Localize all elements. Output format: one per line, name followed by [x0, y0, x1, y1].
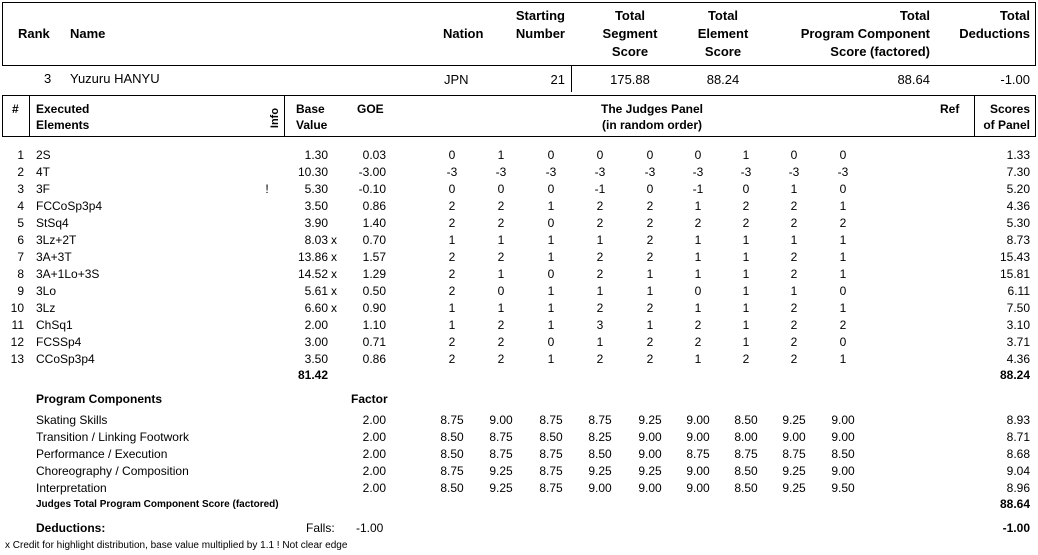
element-goe: 1.29	[362, 267, 386, 281]
skater-row-divider	[571, 66, 572, 92]
element-name: FCSSp4	[36, 335, 82, 349]
component-name: Skating Skills	[36, 413, 108, 427]
element-judge-score: 2	[448, 267, 456, 281]
element-judge-score: 2	[497, 352, 505, 366]
skater-nation: JPN	[444, 72, 469, 87]
element-judge-score: -3	[837, 165, 849, 179]
element-judge-score: 1	[547, 199, 555, 213]
component-judge-score: 8.50	[539, 430, 563, 444]
element-judge-score: 1	[547, 284, 555, 298]
element-x-marker: x	[331, 233, 337, 247]
component-judge-score: 8.50	[734, 464, 758, 478]
component-judge-score: 9.25	[489, 481, 513, 495]
element-judge-score: 1	[694, 301, 702, 315]
element-judge-score: 1	[790, 233, 798, 247]
element-judge-score: 1	[839, 233, 847, 247]
element-panel-score: 7.50	[1006, 301, 1030, 315]
element-name: 3F	[36, 182, 51, 196]
header-element-number: #	[12, 102, 19, 116]
component-judge-score: 8.75	[539, 464, 563, 478]
element-judge-score: 1	[790, 284, 798, 298]
component-judge-score: 8.75	[782, 447, 806, 461]
header-rank: Rank	[18, 26, 50, 41]
element-judge-score: 2	[497, 318, 505, 332]
element-judge-score: 1	[839, 267, 847, 281]
component-judge-score: 9.00	[638, 447, 662, 461]
element-judge-score: 1	[742, 318, 750, 332]
program-components-title: Program Components	[36, 392, 163, 406]
header-scores-of-panel: Scores of Panel	[983, 102, 1030, 132]
element-name: 3A+1Lo+3S	[36, 267, 100, 281]
header-nation: Nation	[443, 26, 484, 41]
component-judge-score: 8.50	[734, 481, 758, 495]
element-judge-score: 2	[448, 352, 456, 366]
component-panel-score: 8.68	[1006, 447, 1030, 461]
header-total-program-component-score: Total Program Component Score (factored)	[800, 8, 930, 59]
element-judge-score: 2	[790, 335, 798, 349]
element-number: 2	[17, 165, 24, 179]
element-judge-score: 2	[790, 352, 798, 366]
header-starting-number: Starting Number	[515, 8, 565, 41]
element-name: 3Lo	[36, 284, 57, 298]
element-number: 9	[17, 284, 24, 298]
element-base-value: 3.90	[304, 216, 328, 230]
element-judge-score: 2	[596, 250, 604, 264]
header-judges-panel: The Judges Panel (in random order)	[600, 102, 704, 132]
component-panel-score: 9.04	[1006, 464, 1030, 478]
element-judge-score: 2	[646, 250, 654, 264]
element-judge-score: 0	[547, 267, 555, 281]
element-base-value: 5.61	[304, 284, 328, 298]
judges-total-pcs-label: Judges Total Program Component Score (factored)	[36, 499, 279, 510]
component-judge-score: 9.00	[831, 413, 855, 427]
component-factor: 2.00	[362, 464, 386, 478]
element-panel-score: 1.33	[1006, 148, 1030, 162]
component-judge-score: 9.00	[489, 413, 513, 427]
component-judge-score: 9.00	[686, 481, 710, 495]
element-number: 1	[17, 148, 24, 162]
element-judge-score: 0	[646, 148, 654, 162]
element-base-value: 3.50	[304, 199, 328, 213]
element-number: 3	[17, 182, 24, 196]
header-total-deductions: Total Deductions	[959, 8, 1030, 41]
element-judge-score: 1	[742, 233, 750, 247]
component-judge-score: 8.75	[588, 413, 612, 427]
element-panel-score: 8.73	[1006, 233, 1030, 247]
component-judge-score: 9.00	[686, 430, 710, 444]
component-judge-score: 8.50	[440, 481, 464, 495]
element-x-marker: x	[331, 301, 337, 315]
element-judge-score: 1	[646, 318, 654, 332]
col-divider-info	[284, 95, 285, 137]
element-name: StSq4	[36, 216, 69, 230]
element-judge-score: 1	[497, 233, 505, 247]
element-judge-score: 1	[497, 148, 505, 162]
element-judge-score: 2	[497, 250, 505, 264]
component-factor: 2.00	[362, 447, 386, 461]
element-number: 5	[17, 216, 24, 230]
element-panel-score: 15.43	[999, 250, 1030, 264]
element-judge-score: 0	[547, 216, 555, 230]
element-judge-score: 2	[646, 233, 654, 247]
element-goe: 0.71	[362, 335, 386, 349]
component-judge-score: 8.75	[686, 447, 710, 461]
element-judge-score: 0	[790, 148, 798, 162]
header-name: Name	[70, 26, 106, 41]
element-judge-score: 0	[742, 182, 750, 196]
header-base-value: Base Value	[296, 102, 328, 132]
element-judge-score: 1	[839, 352, 847, 366]
element-judge-score: 2	[742, 216, 750, 230]
element-judge-score: 2	[790, 318, 798, 332]
element-panel-score: 7.30	[1006, 165, 1030, 179]
element-judge-score: 2	[790, 216, 798, 230]
element-judge-score: 0	[694, 148, 702, 162]
element-goe: 1.10	[362, 318, 386, 332]
element-name: ChSq1	[36, 318, 73, 332]
element-judge-score: 0	[596, 148, 604, 162]
component-judge-score: 8.75	[539, 413, 563, 427]
element-judge-score: -3	[495, 165, 507, 179]
component-name: Transition / Linking Footwork	[36, 430, 189, 444]
header-info: Info	[269, 107, 281, 129]
component-judge-score: 9.25	[588, 464, 612, 478]
element-judge-score: 0	[839, 284, 847, 298]
element-judge-score: 1	[596, 335, 604, 349]
element-name: FCCoSp3p4	[36, 199, 103, 213]
element-judge-score: 0	[547, 182, 555, 196]
col-divider-num	[29, 95, 30, 137]
element-panel-score: 3.71	[1006, 335, 1030, 349]
element-base-value: 10.30	[297, 165, 328, 179]
element-judge-score: 1	[742, 335, 750, 349]
component-judge-score: 8.50	[440, 447, 464, 461]
element-judge-score: 0	[839, 148, 847, 162]
element-judge-score: 1	[497, 301, 505, 315]
component-factor: 2.00	[362, 413, 386, 427]
element-judge-score: 1	[448, 318, 456, 332]
element-judge-score: 2	[448, 284, 456, 298]
falls-value: -1.00	[356, 521, 384, 535]
deductions-total: -1.00	[1002, 521, 1030, 535]
skater-total-segment-score: 175.88	[610, 72, 650, 87]
element-number: 13	[10, 352, 24, 366]
program-components-factor-header: Factor	[351, 392, 388, 406]
component-judge-score: 8.75	[539, 481, 563, 495]
skater-rank: 3	[44, 71, 52, 86]
component-judge-score: 8.75	[539, 447, 563, 461]
element-judge-score: 2	[497, 335, 505, 349]
element-judge-score: 2	[448, 250, 456, 264]
element-judge-score: 1	[694, 267, 702, 281]
element-name: 4T	[36, 165, 51, 179]
element-x-marker: x	[331, 250, 337, 264]
element-judge-score: 1	[839, 301, 847, 315]
element-judge-score: -3	[594, 165, 606, 179]
element-panel-score: 5.30	[1006, 216, 1030, 230]
skater-total-element-score: 88.24	[706, 72, 740, 87]
element-base-value: 3.00	[304, 335, 328, 349]
element-judge-score: 1	[742, 267, 750, 281]
element-number: 12	[10, 335, 24, 349]
component-judge-score: 9.00	[638, 481, 662, 495]
elements-header-box	[2, 95, 1036, 137]
element-judge-score: 2	[448, 199, 456, 213]
element-judge-score: 1	[694, 233, 702, 247]
element-judge-score: 2	[497, 216, 505, 230]
element-panel-score: 3.10	[1006, 318, 1030, 332]
element-judge-score: 1	[694, 250, 702, 264]
element-panel-score: 5.20	[1006, 182, 1030, 196]
element-judge-score: 2	[694, 216, 702, 230]
component-panel-score: 8.93	[1006, 413, 1030, 427]
component-judge-score: 8.75	[489, 430, 513, 444]
element-base-value: 6.60	[304, 301, 328, 315]
element-judge-score: 1	[596, 284, 604, 298]
element-judge-score: 2	[596, 267, 604, 281]
component-judge-score: 9.00	[588, 481, 612, 495]
component-judge-score: 8.75	[440, 413, 464, 427]
elements-total-base: 81.42	[297, 368, 328, 382]
component-judge-score: 8.75	[734, 447, 758, 461]
component-judge-score: 9.25	[638, 413, 662, 427]
element-judge-score: 2	[497, 199, 505, 213]
element-x-marker: x	[331, 267, 337, 281]
element-name: 2S	[36, 148, 51, 162]
element-judge-score: -1	[692, 182, 704, 196]
element-judge-score: 2	[694, 335, 702, 349]
element-goe: -3.00	[358, 165, 386, 179]
element-name: 3Lz+2T	[36, 233, 77, 247]
component-judge-score: 8.75	[440, 464, 464, 478]
element-judge-score: -3	[446, 165, 458, 179]
element-judge-score: 2	[790, 250, 798, 264]
element-goe: 0.86	[362, 352, 386, 366]
element-judge-score: -3	[740, 165, 752, 179]
component-name: Interpretation	[36, 481, 107, 495]
element-judge-score: 1	[448, 233, 456, 247]
component-panel-score: 8.71	[1006, 430, 1030, 444]
element-judge-score: 1	[742, 250, 750, 264]
element-judge-score: 2	[596, 301, 604, 315]
element-judge-score: 2	[596, 352, 604, 366]
element-judge-score: 1	[547, 233, 555, 247]
element-base-value: 14.52	[297, 267, 328, 281]
component-factor: 2.00	[362, 430, 386, 444]
element-base-value: 8.03	[304, 233, 328, 247]
element-judge-score: 1	[742, 284, 750, 298]
skater-total-deductions: -1.00	[1000, 72, 1030, 87]
element-judge-score: -3	[788, 165, 800, 179]
element-base-value: 1.30	[304, 148, 328, 162]
element-info: !	[265, 182, 269, 196]
deductions-label: Deductions:	[36, 521, 106, 535]
element-base-value: 13.86	[297, 250, 328, 264]
element-judge-score: 2	[742, 352, 750, 366]
element-judge-score: 2	[839, 318, 847, 332]
element-judge-score: 2	[646, 199, 654, 213]
header-total-element-score: Total Element Score	[697, 8, 749, 59]
element-judge-score: -3	[644, 165, 656, 179]
element-judge-score: 2	[646, 301, 654, 315]
element-judge-score: 1	[448, 301, 456, 315]
element-panel-score: 15.81	[999, 267, 1030, 281]
element-number: 11	[11, 318, 24, 332]
element-judge-score: 2	[448, 335, 456, 349]
element-name: 3A+3T	[36, 250, 72, 264]
element-judge-score: -3	[545, 165, 557, 179]
element-judge-score: 0	[646, 182, 654, 196]
component-panel-score: 8.96	[1006, 481, 1030, 495]
element-judge-score: 1	[497, 267, 505, 281]
element-x-marker: x	[331, 284, 337, 298]
component-judge-score: 8.25	[588, 430, 612, 444]
element-judge-score: 0	[448, 182, 456, 196]
component-judge-score: 9.00	[686, 464, 710, 478]
component-judge-score: 8.75	[489, 447, 513, 461]
component-judge-score: 9.00	[831, 464, 855, 478]
element-judge-score: 0	[694, 284, 702, 298]
header-total-segment-score: Total Segment Score	[602, 8, 658, 59]
element-base-value: 2.00	[304, 318, 328, 332]
element-panel-score: 4.36	[1006, 199, 1030, 213]
element-judge-score: 1	[596, 233, 604, 247]
element-judge-score: 0	[497, 284, 505, 298]
skater-name: Yuzuru HANYU	[70, 71, 160, 86]
component-judge-score: 9.00	[831, 430, 855, 444]
skater-total-program-component-score: 88.64	[897, 72, 930, 87]
element-judge-score: 3	[596, 318, 604, 332]
element-name: CCoSp3p4	[36, 352, 95, 366]
element-judge-score: 1	[790, 182, 798, 196]
element-judge-score: 2	[646, 352, 654, 366]
element-judge-score: 0	[547, 335, 555, 349]
element-judge-score: 0	[839, 182, 847, 196]
judges-total-pcs-score: 88.64	[999, 497, 1030, 511]
element-base-value: 5.30	[304, 182, 328, 196]
element-panel-score: 4.36	[1006, 352, 1030, 366]
element-judge-score: 1	[547, 318, 555, 332]
element-judge-score: 2	[646, 335, 654, 349]
element-judge-score: 2	[646, 216, 654, 230]
header-goe: GOE	[357, 102, 384, 116]
component-judge-score: 9.25	[782, 464, 806, 478]
component-judge-score: 9.50	[831, 481, 855, 495]
element-judge-score: 0	[547, 148, 555, 162]
component-judge-score: 8.50	[734, 413, 758, 427]
element-judge-score: 1	[742, 301, 750, 315]
skater-starting-number: 21	[550, 72, 565, 87]
element-judge-score: 2	[790, 301, 798, 315]
element-judge-score: -1	[594, 182, 606, 196]
element-judge-score: 1	[694, 199, 702, 213]
element-judge-score: 1	[547, 250, 555, 264]
elements-total-score: 88.24	[999, 368, 1030, 382]
element-judge-score: 1	[547, 352, 555, 366]
element-number: 10	[10, 301, 24, 315]
element-goe: 0.90	[362, 301, 386, 315]
element-goe: 0.50	[362, 284, 386, 298]
falls-label: Falls:	[306, 521, 335, 535]
element-judge-score: 2	[790, 267, 798, 281]
element-goe: 0.86	[362, 199, 386, 213]
component-factor: 2.00	[362, 481, 386, 495]
element-judge-score: 1	[646, 284, 654, 298]
element-goe: 1.40	[362, 216, 386, 230]
element-judge-score: 2	[790, 199, 798, 213]
header-ref: Ref	[940, 102, 960, 116]
element-judge-score: 1	[547, 301, 555, 315]
element-number: 8	[17, 267, 24, 281]
element-judge-score: 2	[839, 216, 847, 230]
element-judge-score: 2	[596, 216, 604, 230]
element-judge-score: 2	[596, 199, 604, 213]
element-judge-score: -3	[692, 165, 704, 179]
element-judge-score: 2	[448, 216, 456, 230]
element-judge-score: 2	[742, 199, 750, 213]
component-judge-score: 9.25	[638, 464, 662, 478]
component-judge-score: 9.00	[686, 413, 710, 427]
element-number: 6	[17, 233, 24, 247]
element-judge-score: 2	[694, 318, 702, 332]
element-judge-score: 1	[742, 148, 750, 162]
header-executed-elements: Executed Elements	[36, 102, 90, 132]
element-number: 7	[17, 250, 24, 264]
component-judge-score: 8.00	[734, 430, 758, 444]
component-judge-score: 9.00	[782, 430, 806, 444]
element-goe: -0.10	[358, 182, 386, 196]
component-judge-score: 9.25	[489, 464, 513, 478]
element-judge-score: 0	[839, 335, 847, 349]
component-judge-score: 8.50	[440, 430, 464, 444]
element-number: 4	[17, 199, 24, 213]
element-goe: 0.03	[362, 148, 386, 162]
element-goe: 1.57	[362, 250, 386, 264]
element-judge-score: 0	[448, 148, 456, 162]
component-judge-score: 9.25	[782, 481, 806, 495]
element-judge-score: 1	[646, 267, 654, 281]
component-name: Performance / Execution	[36, 447, 168, 461]
component-judge-score: 8.50	[831, 447, 855, 461]
component-judge-score: 8.50	[588, 447, 612, 461]
element-judge-score: 1	[694, 352, 702, 366]
element-judge-score: 1	[839, 250, 847, 264]
element-base-value: 3.50	[304, 352, 328, 366]
element-judge-score: 1	[839, 199, 847, 213]
component-judge-score: 9.25	[782, 413, 806, 427]
element-name: 3Lz	[36, 301, 56, 315]
component-name: Choreography / Composition	[36, 464, 189, 478]
element-panel-score: 6.11	[1007, 284, 1030, 298]
element-judge-score: 0	[497, 182, 505, 196]
footnote: x Credit for highlight distribution, base value multiplied by 1.1 ! Not clear edge	[5, 540, 348, 551]
component-judge-score: 9.00	[638, 430, 662, 444]
element-goe: 0.70	[362, 233, 386, 247]
